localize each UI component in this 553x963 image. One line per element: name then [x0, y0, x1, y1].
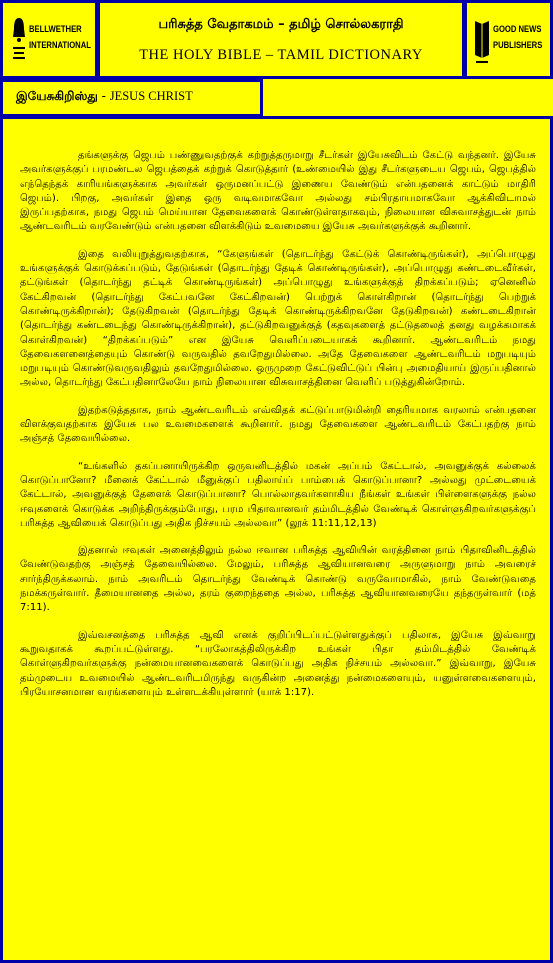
paragraph: “உங்களில் தகப்பனாயிருக்கிற ஒருவனிடத்தில் மகன் அப்பம் கேட்டால், அவனுக்குக் கல்லைக் கொடுப்பானோ? மீனைக் கேட்டால் மீனுக்குப் பதிலாய்ப் பாம்பைக் கொடுப்பானா? அல்லது முட்டையைக் கேட்டால், அவனுக்குத் தேளைக் கொடுப்பானா? பொல்லாதவர்களாகிய நீங்கள் உங்கள் பிள்ளைகளுக்கு நல்ல ஈவுகளைக் கொடுக்க அறிந்திருக்கும்போது, பரம பிதாவானவர் தம்மிடத்தில் வேண்டிக் கொள்ளுகிறவர்களுக்குப் பரிசுத்த ஆவியைக் கொடுப்பது அதிக நிச்சயம் அல்லவா” (லூக் 11:11,12,13) [20, 460, 536, 529]
bellwether-logo-text [29, 21, 91, 53]
entry-term-tamil: இயேசுகிறிஸ்து [16, 89, 98, 103]
entry-text [20, 149, 536, 713]
good-news-logo [473, 15, 549, 71]
title-english: THE HOLY BIBLE – TAMIL DICTIONARY [139, 47, 423, 63]
logo-left-line1: BELLWETHER [29, 24, 82, 34]
paragraph: இதற்கடுத்ததாக, நாம் ஆண்டவரிடம் எவ்விதக் கட்டுப்பாடுமின்றி தைரியமாக வரலாம் என்பதனை விளக்குவதற்காக இயேசு பல உவமைகளைக் கூறினார். நமது தேவைகளை ஆண்டவரிடம் கேட்பதற்கு நாம் அஞ்சத் தேவையில்லை. [20, 404, 536, 445]
title-tamil: பரிசுத்த வேதாகமம் – தமிழ் சொல்லகராதி [158, 17, 404, 32]
bell-icon [11, 15, 27, 71]
paragraph: தங்களுக்கு ஜெபம் பண்ணுவதற்குக் கற்றுத்தருமாறு சீடர்கள் இயேசுவிடம் கேட்டு வந்தனர். இயேசு அவர்களுக்குப் பரமண்டல ஜெபத்தைக் கற்றுக் கொடுத்தார் (உண்மையில் இது சீடர்களுடைய ஜெபம், ஜெபத்தில் எந்தெந்தக் காரியங்களுக்காக அவர்கள் ஒருமனப்பட்டு இணைய வேண்டும் என்பதனைக் காட்டும் மாதிரி ஜெபம்). பிறகு, அவர்கள் இதை ஒரு வடிவமாகவோ அல்லது சம்பிரதாயமாகவோ ஆக்கிவிடாமல் இருப்பதற்காக, நமது ஜெபம் மெய்யான தேவைகளைக் கொண்டுள்ளதாகவும், நிலையான விசுவாசத்துடன் நாம் ஆண்டவரிடம் வரவேண்டும் என்பதனை விளக்கிடும் உவமையை இயேசு அவர்களுக்குக் கூறினார். [20, 150, 536, 233]
entry-term-english: JESUS CHRIST [109, 89, 193, 103]
entry-separator: - [97, 89, 110, 103]
bellwether-logo-frame [0, 0, 98, 79]
entry-body [0, 116, 553, 963]
good-news-logo-frame [464, 0, 553, 79]
paragraph: இவ்வசனத்தை பரிசுத்த ஆவி எனக் குறிப்பிடப்பட்டுள்ளதுக்குப் பதிலாக, இயேசு இவ்வாறு கூறுவதாகக் கூறப்பட்டுள்ளது. “பரலோகத்திலிருக்கிற உங்கள் பிதா தம்மிடத்தில் வேண்டிக் கொள்ளுகிறவர்களுக்கு நன்மையானவைகளைக் கொடுப்பது அதிக நிச்சயம் அல்லவா.” இவ்வாறு, இயேசு தம்முடைய உவமையில் ஆண்டவரிடமிருந்து வருகின்ற அனைத்து நன்மைகளையும், யனுள்ளவைகளையும், பிரயோசனமான வரங்களையும் உள்ளடக்கியுள்ளார் (யாக் 1:17). [20, 629, 536, 698]
bellwether-logo [11, 15, 93, 71]
logo-right-line2: PUBLISHERS [493, 40, 543, 50]
logo-right-line1: GOOD NEWS [493, 24, 542, 34]
entry-heading-box [0, 79, 263, 117]
paragraph: இதை வலியுறுத்துவதற்காக, “கேளுங்கள் (தொடர்ந்து கேட்டுக் கொண்டிருங்கள்), அப்பொழுது உங்களுக்குக் கொடுக்கப்படும், தேடுங்கள் (தொடர்ந்து தேடிக் கொண்டிருங்கள்), அப்பொழுது கண்டடைவீர்கள், தட்டுங்கள் (தொடர்ந்து தட்டிக் கொண்டிருங்கள்) அப்பொழுது உங்களுக்குத் திறக்கப்படும்; ஏனெனில் கேட்கிறவன் (தொடர்ந்து கேட்பவனே கேட்கிறவன்) பெற்றுக் கொள்கிறான் (தொடர்ந்து பெற்றுக் கொண்டிருக்கிறான்); தேடுகிறவன் (தொடர்ந்து தேடிக் கொண்டிருக்கிறவனே தேடுகிறவன்) கண்டடைகிறான் (தொடர்ந்து கண்டடைந்து கொண்டிருக்கிறான்), தட்டுகிறவனுக்குத் (கதவுகளைத் தட்டுதலைத் தனது வழக்கமாகக் கொள்கிறவன்) “திறக்கப்படும்” என இயேசு வெளிப்படையாகக் கூறினார். ஆண்டவரிடம் நமது தேவைகளனைத்தையும் கொண்டு வருவதில் தவறேதுமில்லை. அதே தேவைகளை ஆண்டவரிடம் மறுபடியும் மறுபடியும் கொண்டுவருவதிலும் தவறேதுமில்லை. ஒருமுறை கேட்டுவிட்டுப் பின்பு அமைதியாய் இருப்பதினால் அல்ல, தொடர்ந்து கேட்பதினாலேயே நாம் நிலையான விசுவாசத்தினை வெளிப் படுத்துகின்றோம். [20, 248, 536, 389]
good-news-logo-text [493, 21, 542, 53]
open-book-icon [473, 15, 491, 71]
paragraph: இதனால் ஈவுகள் அனைத்திலும் நல்ல ஈவான பரிசுத்த ஆவியின் வரத்தினை நாம் பிதாவினிடத்தில் வேண்டுவதற்கு அஞ்சத் தேவையில்லை. மேலும், பரிசுத்த ஆவியானவரை அருளுமாறு நாம் அவரைச் சார்ந்திருக்கலாம். நாம் அவரிடம் தொடர்ந்து வேண்டிக் கொண்டு வருவோமாகில், நாம் வேண்டுவதை நமக்கருள்வார். தீமையானதை அல்ல, தரம் குறைந்ததை அல்ல, பரிசுத்த ஆவியானவரையே தந்தருள்வார் (மத் 7:11). [20, 545, 536, 614]
entry-heading [16, 89, 193, 105]
title-banner [97, 0, 465, 79]
logo-left-line2: INTERNATIONAL [29, 40, 91, 50]
